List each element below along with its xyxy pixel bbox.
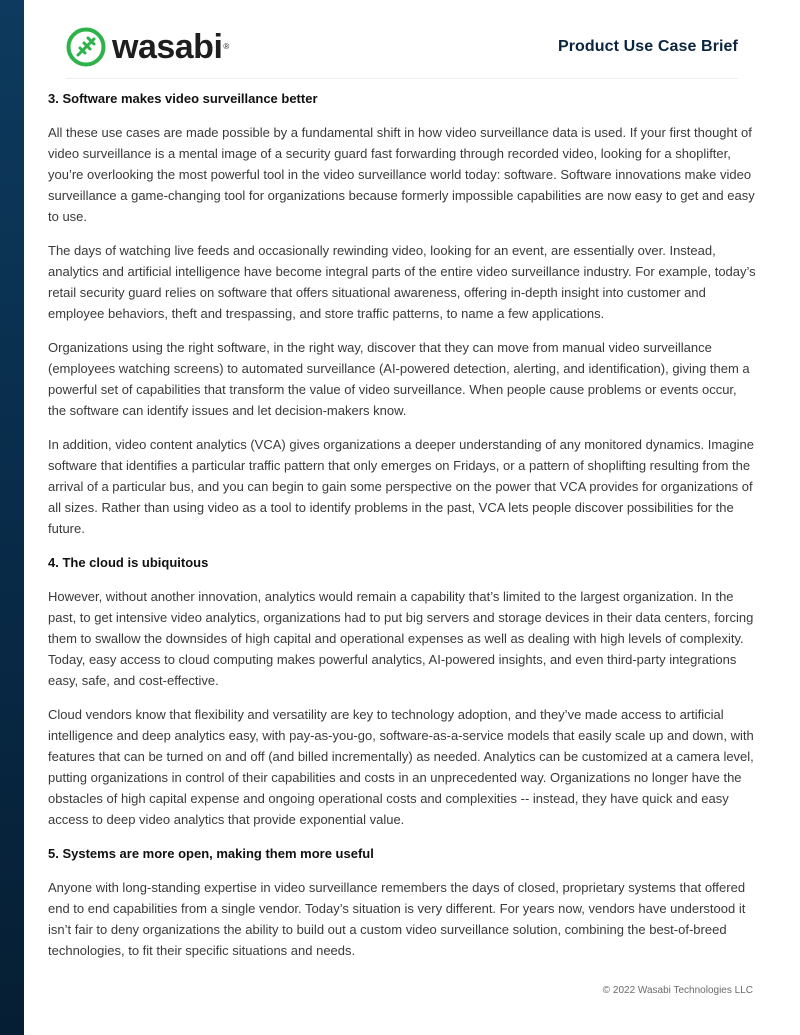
wasabi-leaf-icon [66, 27, 106, 67]
wasabi-logo [66, 27, 229, 67]
page-header [66, 27, 738, 71]
header-divider [66, 78, 738, 79]
paragraph: Organizations using the right software, in the right way, discover that they can move from manual video surveillance (employees watching screens) to automated surveillance (AI-powered detection, alerting, and identification), giving them a powerful set of capabilities that transform the value of video surveillance. When people cause problems or events occur, the software can identify issues and let decision-makers know. [48, 340, 750, 418]
document-type-title: Product Use Case Brief [557, 38, 738, 55]
section-heading-software: 3. Software makes video surveillance better [48, 91, 318, 106]
document-body [48, 88, 758, 961]
paragraph: In addition, video content analytics (VCA) gives organizations a deeper understanding of any monitored dynamics. Imagine software that identifies a particular traffic pattern that only emerges on Fridays, or a pattern of shoplifting resulting from the arrival of a particular bus, and you can begin to gain some perspective on the power that VCA provides for organizations of all sizes. Rather than using video as a tool to identify problems in the past, VCA lets people discover possibilities for the future. [48, 437, 755, 536]
paragraph: The days of watching live feeds and occasionally rewinding video, looking for an event, are essentially over. Instead, analytics and artificial intelligence have become integral parts of the entire video surveillance industry. For example, today’s retail security guard relies on software that offers situational awareness, offering in-depth insight into customer and employee behaviors, theft and trespassing, and store traffic patterns, to name a few applications. [48, 243, 756, 321]
copyright-footer: © 2022 Wasabi Technologies LLC [602, 985, 753, 996]
paragraph: Cloud vendors know that flexibility and versatility are key to technology adoption, and they’ve made access to artificial intelligence and deep analytics easy, with pay-as-you-go, software-as-a-service models that easily scale up and down, with features that can be turned on and off (and billed incrementally) as needed. Analytics can be customized at a camera level, putting organizations in control of their capabilities and costs in an unprecedented way. Organizations no longer have the obstacles of high capital expense and ongoing operational costs and complexities -- instead, they have quick and easy access to deep video analytics that provide exponential value. [48, 707, 754, 827]
paragraph: All these use cases are made possible by a fundamental shift in how video surveillance data is used. If your first thought of video surveillance is a mental image of a security guard fast forwarding through recorded video, looking for a shoplifter, you’re overlooking the most powerful tool in the video surveillance world today: software. Software innovations make video surveillance a game-changing tool for organizations because formerly impossible capabilities are now easy to get and easy to use. [48, 125, 755, 224]
section-heading-open-systems: 5. Systems are more open, making them more useful [48, 846, 374, 861]
paragraph: However, without another innovation, analytics would remain a capability that’s limited to the largest organization. In the past, to get intensive video analytics, organizations had to put big servers and storage devices in their data centers, forcing them to swallow the downsides of high capital and operational expenses as well as dealing with high levels of complexity. Today, easy access to cloud computing makes powerful analytics, AI-powered insights, and even third-party integrations easy, safe, and cost-effective. [48, 589, 754, 688]
section-heading-cloud: 4. The cloud is ubiquitous [48, 555, 209, 570]
trademark-symbol: ® [223, 42, 230, 51]
brand-name: wasabi [112, 28, 223, 66]
side-band [0, 0, 24, 1035]
paragraph: Anyone with long-standing expertise in video surveillance remembers the days of closed, proprietary systems that offered end to end capabilities from a single vendor. Today’s situation is very different. For years now, vendors have understood it isn’t fair to deny organizations the ability to build out a custom video surveillance solution, combining the best-of-breed technologies, to fit their specific situations and needs. [48, 880, 746, 958]
